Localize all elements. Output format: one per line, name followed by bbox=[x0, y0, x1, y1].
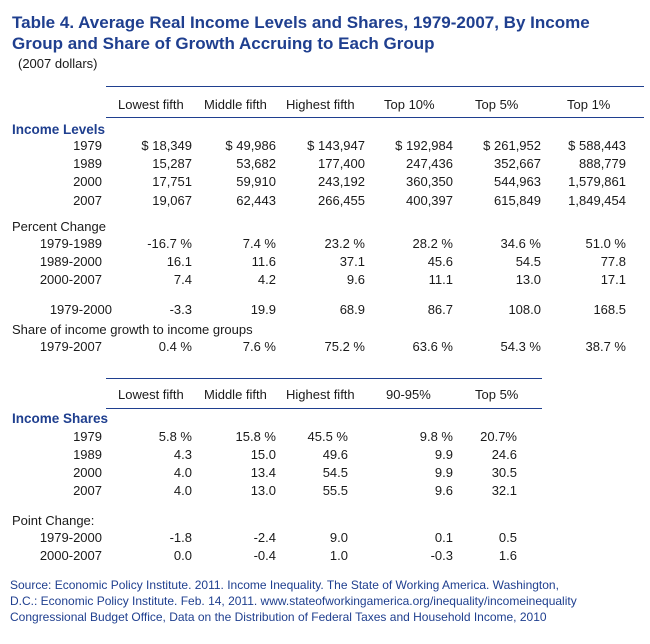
row-label: 1979 bbox=[73, 429, 102, 444]
table-cell: 0.5 bbox=[498, 530, 517, 545]
table-cell: 9.9 bbox=[434, 447, 453, 462]
table-cell: 7.4 bbox=[173, 272, 192, 287]
table-cell: 68.9 bbox=[339, 302, 365, 317]
table-cell: 7.4 % bbox=[242, 236, 276, 251]
table-cell: 20.7% bbox=[480, 429, 517, 444]
row-label: 1989 bbox=[73, 156, 102, 171]
table-cell: $ 18,349 bbox=[141, 138, 192, 153]
table-cell: 168.5 bbox=[593, 302, 626, 317]
table-cell: 55.5 bbox=[322, 483, 348, 498]
table1-top-rule bbox=[106, 86, 644, 87]
table-cell: 11.6 bbox=[251, 254, 276, 269]
table-cell: 19.9 bbox=[250, 302, 276, 317]
table-cell: 615,849 bbox=[494, 193, 541, 208]
table-cell: $ 49,986 bbox=[225, 138, 276, 153]
table-cell: 9.8 % bbox=[419, 429, 453, 444]
row-label: 2007 bbox=[73, 483, 102, 498]
table-cell: 59,910 bbox=[236, 174, 276, 189]
table-cell: 24.6 bbox=[491, 447, 517, 462]
table-cell: 177,400 bbox=[318, 156, 365, 171]
table-cell: -1.8 bbox=[169, 530, 192, 545]
source-line: D.C.: Economic Policy Institute. Feb. 14, 2011. www.stateofworkingamerica.org/inequality/incomeinequality bbox=[10, 594, 577, 608]
table-cell: 15,287 bbox=[152, 156, 192, 171]
table-cell: 352,667 bbox=[494, 156, 541, 171]
table-cell: 360,350 bbox=[406, 174, 453, 189]
row-label: 2000-2007 bbox=[39, 272, 102, 287]
t1-header-middle-fifth: Middle fifth bbox=[204, 97, 267, 112]
table-cell: 37.1 bbox=[339, 254, 365, 269]
table-cell: 243,192 bbox=[318, 174, 365, 189]
source-note bbox=[10, 577, 577, 625]
source-line: Source: Economic Policy Institute. 2011. Income Inequality. The State of Working America. Washington, bbox=[10, 578, 559, 592]
row-label: 1979-2000 bbox=[49, 302, 112, 317]
table-cell: 1,849,454 bbox=[568, 193, 626, 208]
table-cell: $ 192,984 bbox=[395, 138, 453, 153]
table-cell: 11.1 bbox=[428, 272, 453, 287]
table-cell: 38.7 % bbox=[585, 339, 626, 354]
table-cell: 34.6 % bbox=[500, 236, 541, 251]
table-cell: 400,397 bbox=[406, 193, 453, 208]
table-title: Table 4. Average Real Income Levels and Shares, 1979-2007, By Income Group and Share of Growth Accruing to Each Group bbox=[12, 13, 590, 53]
source-line: Congressional Budget Office, Data on the Distribution of Federal Taxes and Household Income, 2010 bbox=[10, 610, 547, 624]
table-cell: 7.6 % bbox=[242, 339, 276, 354]
table-cell: 49.6 bbox=[322, 447, 348, 462]
table-cell: 266,455 bbox=[318, 193, 365, 208]
t1-header-highest-fifth: Highest fifth bbox=[286, 97, 355, 112]
table-cell: 45.5 % bbox=[307, 429, 348, 444]
t1-header-top5: Top 5% bbox=[475, 97, 519, 112]
t1-header-top10: Top 10% bbox=[384, 97, 435, 112]
table-cell: -0.3 bbox=[430, 548, 453, 563]
row-label: 1979-1989 bbox=[39, 236, 102, 251]
row-label: 1989-2000 bbox=[39, 254, 102, 269]
table2-top-rule bbox=[106, 378, 542, 379]
row-label: 2000 bbox=[73, 465, 102, 480]
table-cell: 888,779 bbox=[579, 156, 626, 171]
table-cell: 86.7 bbox=[427, 302, 453, 317]
table-cell: 19,067 bbox=[152, 193, 192, 208]
table-cell: 13.0 bbox=[515, 272, 541, 287]
table-cell: $ 588,443 bbox=[568, 138, 626, 153]
table-cell: 4.0 bbox=[173, 465, 192, 480]
table-cell: -0.4 bbox=[253, 548, 276, 563]
table-cell: 17.1 bbox=[600, 272, 626, 287]
table-cell: 5.8 % bbox=[158, 429, 192, 444]
table-cell: 13.0 bbox=[250, 483, 276, 498]
table-cell: 45.6 bbox=[427, 254, 453, 269]
table-cell: 15.0 bbox=[250, 447, 276, 462]
t1-header-lowest-fifth: Lowest fifth bbox=[118, 97, 184, 112]
percent-change-title: Percent Change bbox=[12, 219, 106, 234]
table-cell: 16.1 bbox=[166, 254, 192, 269]
table-cell: 28.2 % bbox=[412, 236, 453, 251]
table-cell: 4.0 bbox=[173, 483, 192, 498]
table1-header-rule bbox=[106, 117, 644, 118]
table-cell: 17,751 bbox=[152, 174, 192, 189]
t2-header-lowest-fifth: Lowest fifth bbox=[118, 387, 184, 402]
table-cell: 54.5 bbox=[322, 465, 348, 480]
table-cell: 0.4 % bbox=[158, 339, 192, 354]
table-cell: 0.1 bbox=[434, 530, 453, 545]
table-cell: -3.3 bbox=[169, 302, 192, 317]
table-cell: -16.7 % bbox=[147, 236, 192, 251]
table-cell: 9.0 bbox=[329, 530, 348, 545]
units-note: (2007 dollars) bbox=[18, 56, 98, 71]
table-cell: 23.2 % bbox=[324, 236, 365, 251]
table-cell: 51.0 % bbox=[585, 236, 626, 251]
row-label: 2007 bbox=[73, 193, 102, 208]
table-cell: $ 143,947 bbox=[307, 138, 365, 153]
table-cell: 0.0 bbox=[173, 548, 192, 563]
table-cell: 4.2 bbox=[257, 272, 276, 287]
table-cell: 77.8 bbox=[600, 254, 626, 269]
table-cell: 53,682 bbox=[236, 156, 276, 171]
table-cell: 4.3 bbox=[173, 447, 192, 462]
table-cell: 1.6 bbox=[498, 548, 517, 563]
table-cell: 1,579,861 bbox=[568, 174, 626, 189]
t2-header-highest-fifth: Highest fifth bbox=[286, 387, 355, 402]
table-cell: 63.6 % bbox=[412, 339, 453, 354]
share-growth-title: Share of income growth to income groups bbox=[12, 322, 253, 337]
row-label: 1979 bbox=[73, 138, 102, 153]
t2-header-90-95: 90-95% bbox=[386, 387, 431, 402]
table-cell: -2.4 bbox=[253, 530, 276, 545]
table-cell: 13.4 bbox=[250, 465, 276, 480]
table-cell: 30.5 bbox=[491, 465, 517, 480]
table-cell: 32.1 bbox=[491, 483, 517, 498]
table-cell: 1.0 bbox=[329, 548, 348, 563]
table-cell: 108.0 bbox=[508, 302, 541, 317]
t2-header-middle-fifth: Middle fifth bbox=[204, 387, 267, 402]
income-levels-title: Income Levels bbox=[12, 122, 106, 137]
income-shares-title: Income Shares bbox=[12, 411, 109, 426]
table-cell: 9.9 bbox=[434, 465, 453, 480]
row-label: 1979-2007 bbox=[39, 339, 102, 354]
table-cell: 9.6 bbox=[434, 483, 453, 498]
table-cell: 75.2 % bbox=[324, 339, 365, 354]
table-cell: 62,443 bbox=[236, 193, 276, 208]
table-cell: 544,963 bbox=[494, 174, 541, 189]
table-cell: 15.8 % bbox=[235, 429, 276, 444]
t2-header-top5: Top 5% bbox=[475, 387, 519, 402]
table-cell: $ 261,952 bbox=[483, 138, 541, 153]
row-label: 2000-2007 bbox=[39, 548, 102, 563]
point-change-title: Point Change: bbox=[12, 513, 95, 528]
table-cell: 54.3 % bbox=[500, 339, 541, 354]
t1-header-top1: Top 1% bbox=[567, 97, 611, 112]
row-label: 1989 bbox=[73, 447, 102, 462]
table-cell: 54.5 bbox=[515, 254, 541, 269]
table-cell: 9.6 bbox=[346, 272, 365, 287]
row-label: 2000 bbox=[73, 174, 102, 189]
table2-header-rule bbox=[106, 408, 542, 409]
table-cell: 247,436 bbox=[406, 156, 453, 171]
row-label: 1979-2000 bbox=[39, 530, 102, 545]
